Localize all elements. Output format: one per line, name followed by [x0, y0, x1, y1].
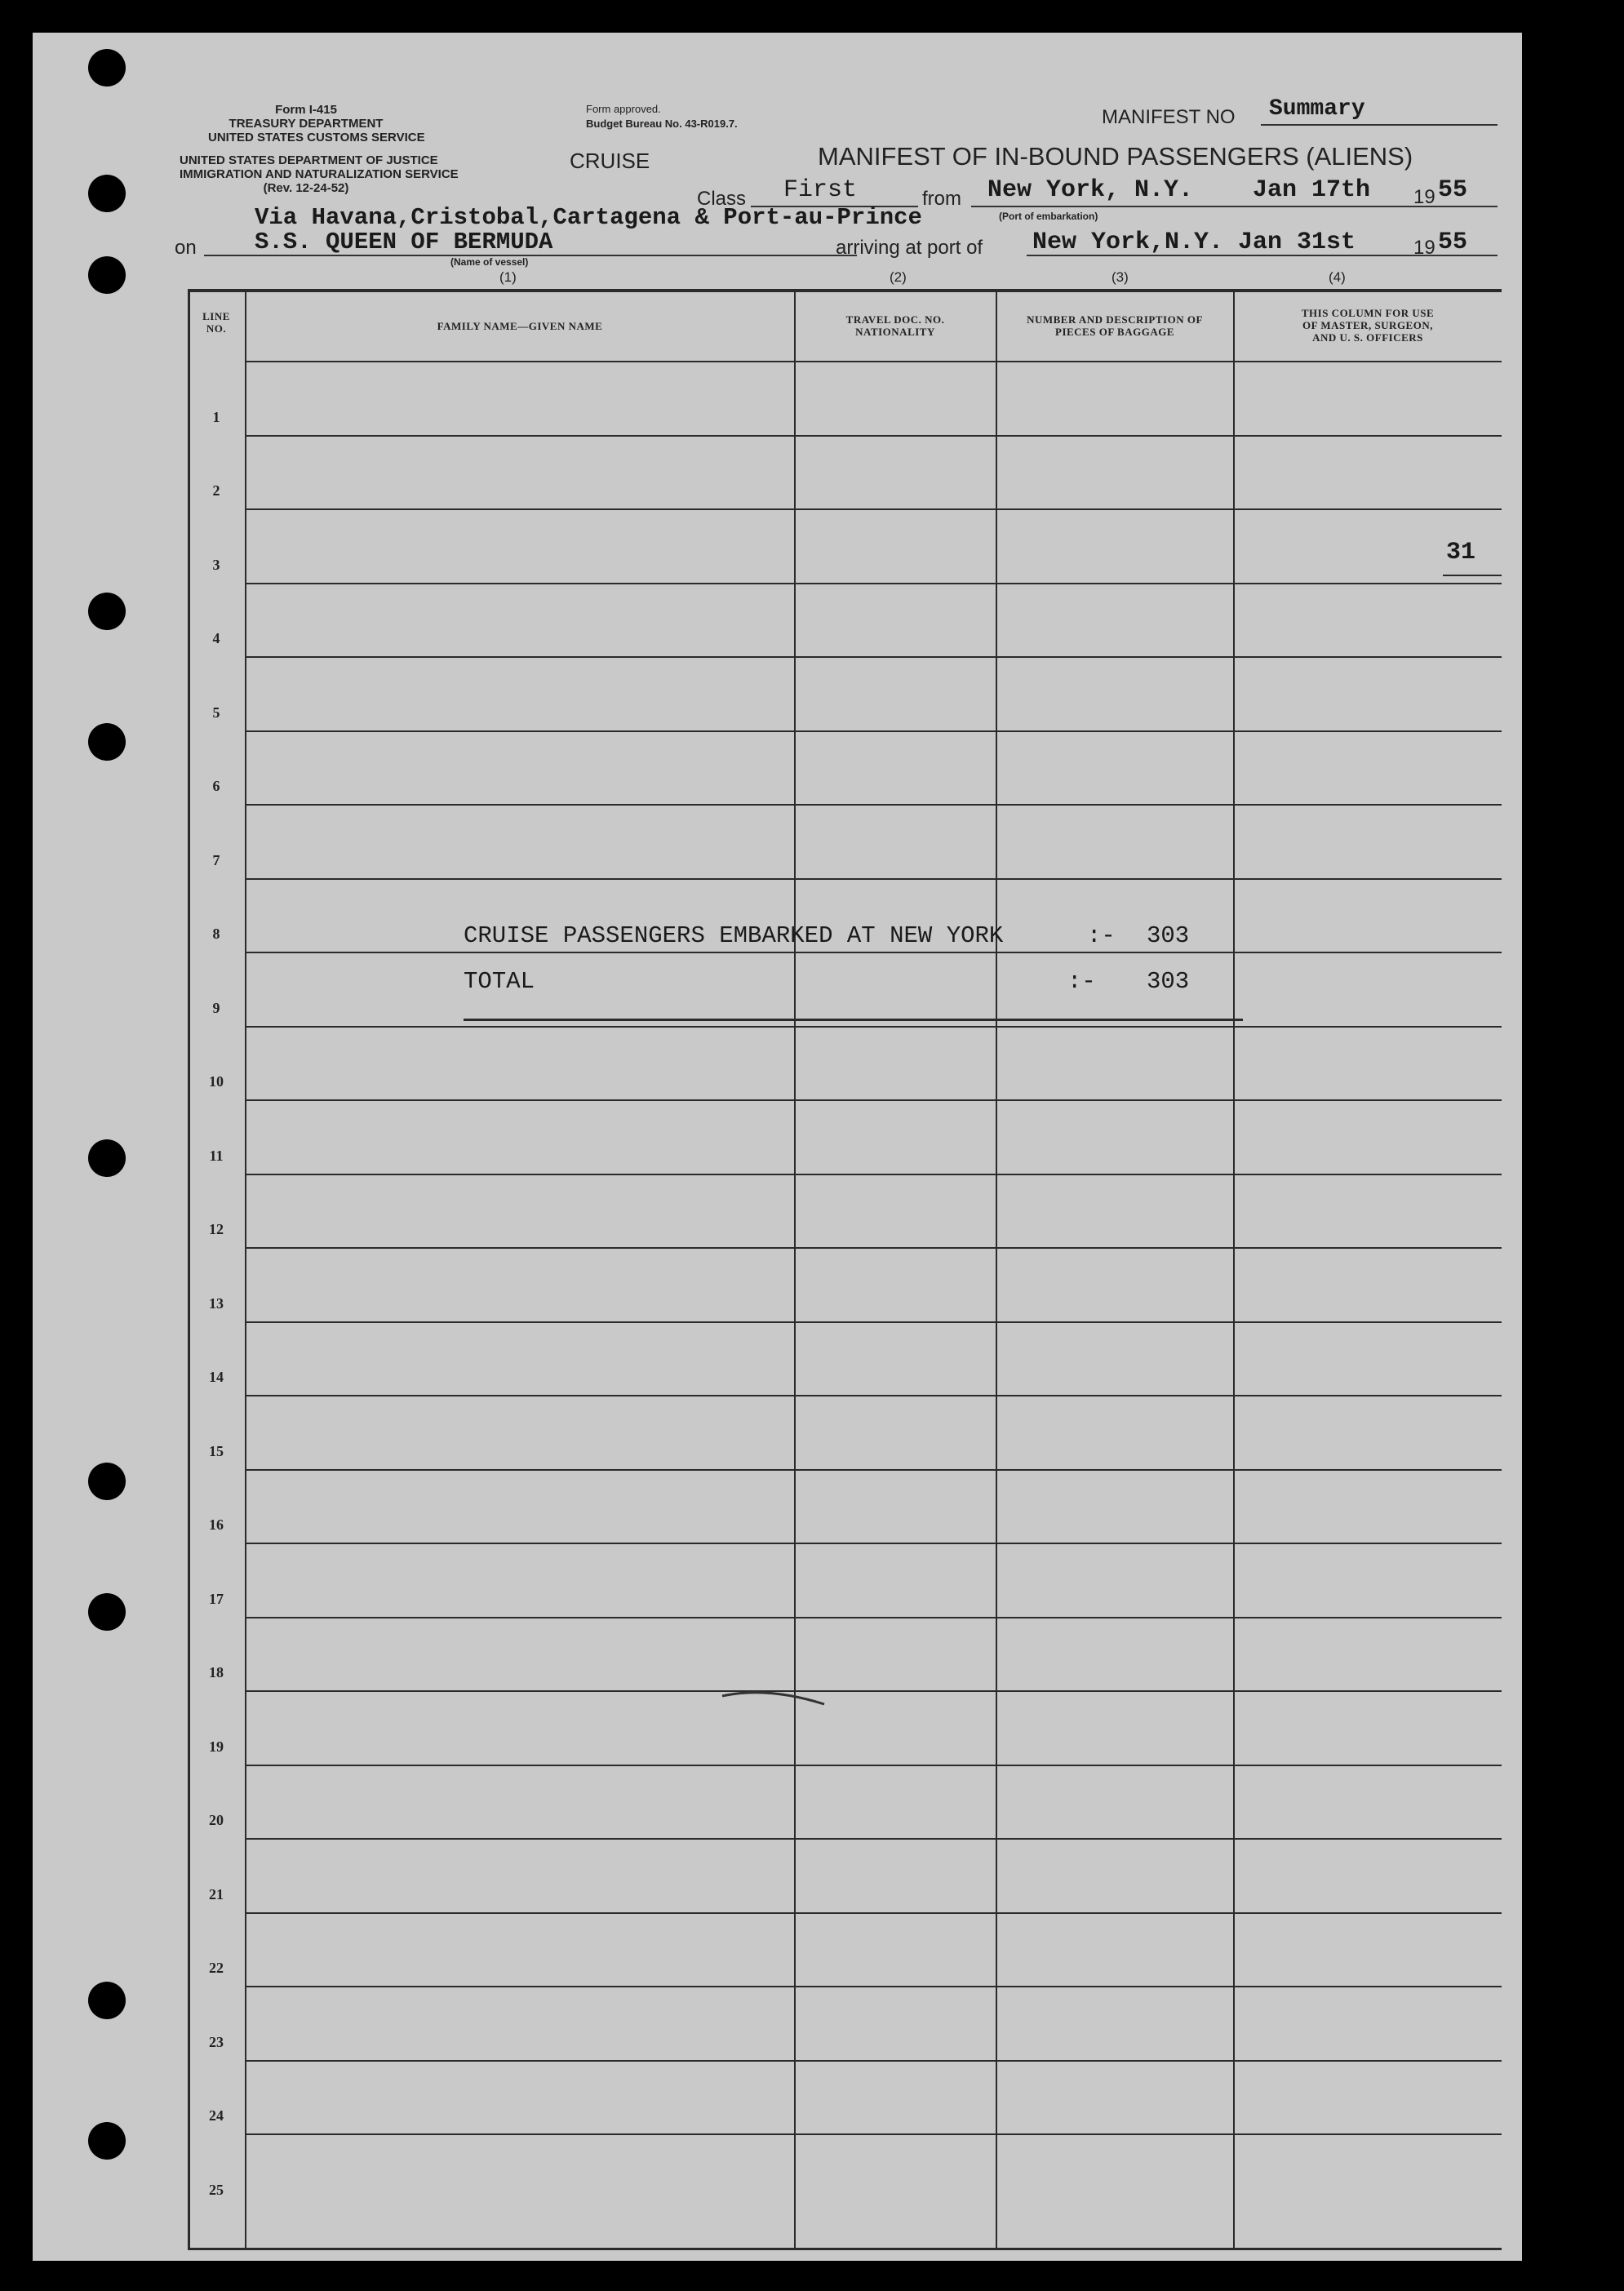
row-line [245, 508, 1502, 510]
punch-hole [88, 49, 126, 87]
row-number: 9 [212, 999, 220, 1016]
table-left-border [188, 289, 190, 2248]
arrival-year: 55 [1438, 229, 1468, 256]
travel-doc-header: TRAVEL DOC. NO. NATIONALITY [845, 313, 945, 338]
class-value: First [783, 176, 858, 204]
table-top-border [188, 289, 1502, 292]
line-no-divider [245, 292, 246, 2248]
row-line [245, 1543, 1502, 1544]
from-year-prefix: 19 [1413, 186, 1435, 208]
row-number: 20 [209, 1812, 224, 1828]
column-number-4: (4) [1329, 269, 1346, 285]
punch-hole [88, 1139, 126, 1177]
baggage-column-divider [1233, 292, 1235, 2248]
row-line [245, 435, 1502, 437]
on-label: on [175, 237, 197, 259]
arriving-label: arriving at port of [836, 237, 983, 259]
row-number: 3 [212, 556, 220, 573]
row-number: 14 [209, 1369, 224, 1385]
vessel-underline [204, 255, 857, 256]
margin-mark: 31 [1446, 539, 1476, 566]
treasury-dept: TREASURY DEPARTMENT [229, 117, 384, 131]
manifest-no-label: MANIFEST NO [1102, 106, 1236, 128]
manifest-no-underline [1261, 124, 1498, 126]
cruise-label: CRUISE [570, 149, 650, 173]
row-line [245, 1026, 1502, 1028]
embarked-value: 303 [1147, 922, 1190, 949]
row-number: 15 [209, 1442, 224, 1459]
from-date: Jan 17th [1253, 176, 1371, 204]
row-number: 23 [209, 2033, 224, 2050]
total-value: 303 [1147, 968, 1190, 995]
embarked-text: CRUISE PASSENGERS EMBARKED AT NEW YORK [464, 922, 1004, 949]
row-number: 2 [212, 482, 220, 499]
punch-hole [88, 1982, 126, 2019]
row-line [245, 1912, 1502, 1914]
class-label: Class [697, 188, 747, 210]
via-route: Via Havana,Cristobal,Cartagena & Port-au-Prince [255, 204, 922, 231]
from-label: from [922, 188, 961, 210]
name-header: FAMILY NAME—GIVEN NAME [437, 320, 603, 332]
row-number: 13 [209, 1294, 224, 1312]
punch-hole [88, 593, 126, 630]
row-line [245, 1617, 1502, 1618]
punch-hole [88, 256, 126, 294]
revision-date: (Rev. 12-24-52) [263, 181, 349, 195]
punch-hole [88, 1593, 126, 1631]
column-number-3: (3) [1112, 269, 1129, 285]
total-underline [464, 1019, 1243, 1021]
pencil-smudge [718, 1681, 832, 1714]
arrival-underline [1027, 255, 1498, 256]
form-approved: Form approved. [586, 103, 661, 115]
officers-header: THIS COLUMN FOR USE OF MASTER, SURGEON, AND U. S. OFFICERS [1301, 307, 1435, 344]
row-number: 24 [209, 2107, 224, 2124]
arrival-year-prefix: 19 [1413, 237, 1435, 259]
port-embarkation-caption: (Port of embarkation) [999, 211, 1098, 222]
row-line [245, 878, 1502, 880]
baggage-header: NUMBER AND DESCRIPTION OF PIECES OF BAGGAGE [1027, 313, 1203, 338]
row-line [245, 1395, 1502, 1396]
table-bottom-border [188, 2248, 1502, 2250]
form-header-block [208, 103, 425, 144]
row-line [245, 583, 1502, 584]
from-value: New York, N.Y. [987, 176, 1194, 204]
row-number: 1 [212, 408, 220, 425]
row-number: 5 [212, 704, 220, 721]
row-number: 22 [209, 1960, 224, 1976]
row-number: 6 [212, 778, 220, 794]
row-line [245, 730, 1502, 732]
manifest-title: MANIFEST OF IN-BOUND PASSENGERS (ALIENS) [818, 142, 1413, 171]
ins-service: IMMIGRATION AND NATURALIZATION SERVICE [180, 167, 459, 181]
row-line [245, 656, 1502, 658]
punch-hole [88, 2122, 126, 2160]
travel-column-divider [996, 292, 997, 2248]
manifest-no-value: Summary [1269, 96, 1365, 122]
total-label: TOTAL [464, 968, 535, 995]
row-line [245, 1247, 1502, 1249]
punch-hole [88, 723, 126, 761]
vessel-name: S.S. QUEEN OF BERMUDA [255, 229, 553, 255]
row-number: 21 [209, 1885, 224, 1903]
row-number: 19 [209, 1738, 224, 1755]
row-number: 16 [209, 1516, 224, 1533]
punch-hole [88, 1463, 126, 1500]
row-line [245, 1838, 1502, 1840]
column-number-1: (1) [499, 269, 517, 285]
form-number: Form I-415 [275, 103, 337, 117]
row-line [245, 804, 1502, 806]
vessel-caption: (Name of vessel) [450, 256, 529, 268]
row-number: 4 [212, 630, 220, 646]
line-no-header: LINE NO. [202, 310, 230, 335]
justice-header-block [180, 153, 459, 195]
header-row-bottom [245, 361, 1502, 362]
row-line [245, 1174, 1502, 1175]
row-number: 12 [209, 1221, 224, 1237]
from-underline [971, 206, 1498, 207]
row-line [245, 952, 1502, 953]
row-line [245, 2060, 1502, 2062]
row-number: 25 [209, 2181, 224, 2198]
punch-hole [88, 175, 126, 212]
arrival-value: New York,N.Y. Jan 31st [1032, 229, 1356, 256]
row-line [245, 1765, 1502, 1766]
total-separator: :- [1067, 968, 1096, 995]
justice-dept: UNITED STATES DEPARTMENT OF JUSTICE [180, 153, 438, 167]
row-number: 17 [209, 1590, 224, 1607]
margin-mark-underline [1443, 575, 1502, 576]
customs-service: UNITED STATES CUSTOMS SERVICE [208, 131, 425, 144]
name-column-divider [794, 292, 796, 2248]
budget-bureau: Budget Bureau No. 43-R019.7. [586, 118, 738, 130]
row-number: 10 [209, 1073, 224, 1090]
row-number: 11 [209, 1147, 224, 1164]
row-line [245, 1321, 1502, 1323]
manifest-page [33, 33, 1522, 2261]
row-number: 18 [209, 1664, 224, 1681]
row-line [245, 2133, 1502, 2135]
from-year: 55 [1438, 176, 1468, 204]
column-number-2: (2) [890, 269, 907, 285]
row-number: 8 [212, 926, 220, 942]
embarked-separator: :- [1087, 922, 1116, 949]
row-line [245, 1690, 1502, 1692]
row-line [245, 1469, 1502, 1471]
row-number: 7 [212, 851, 220, 868]
row-line [245, 1986, 1502, 1987]
row-line [245, 1099, 1502, 1101]
